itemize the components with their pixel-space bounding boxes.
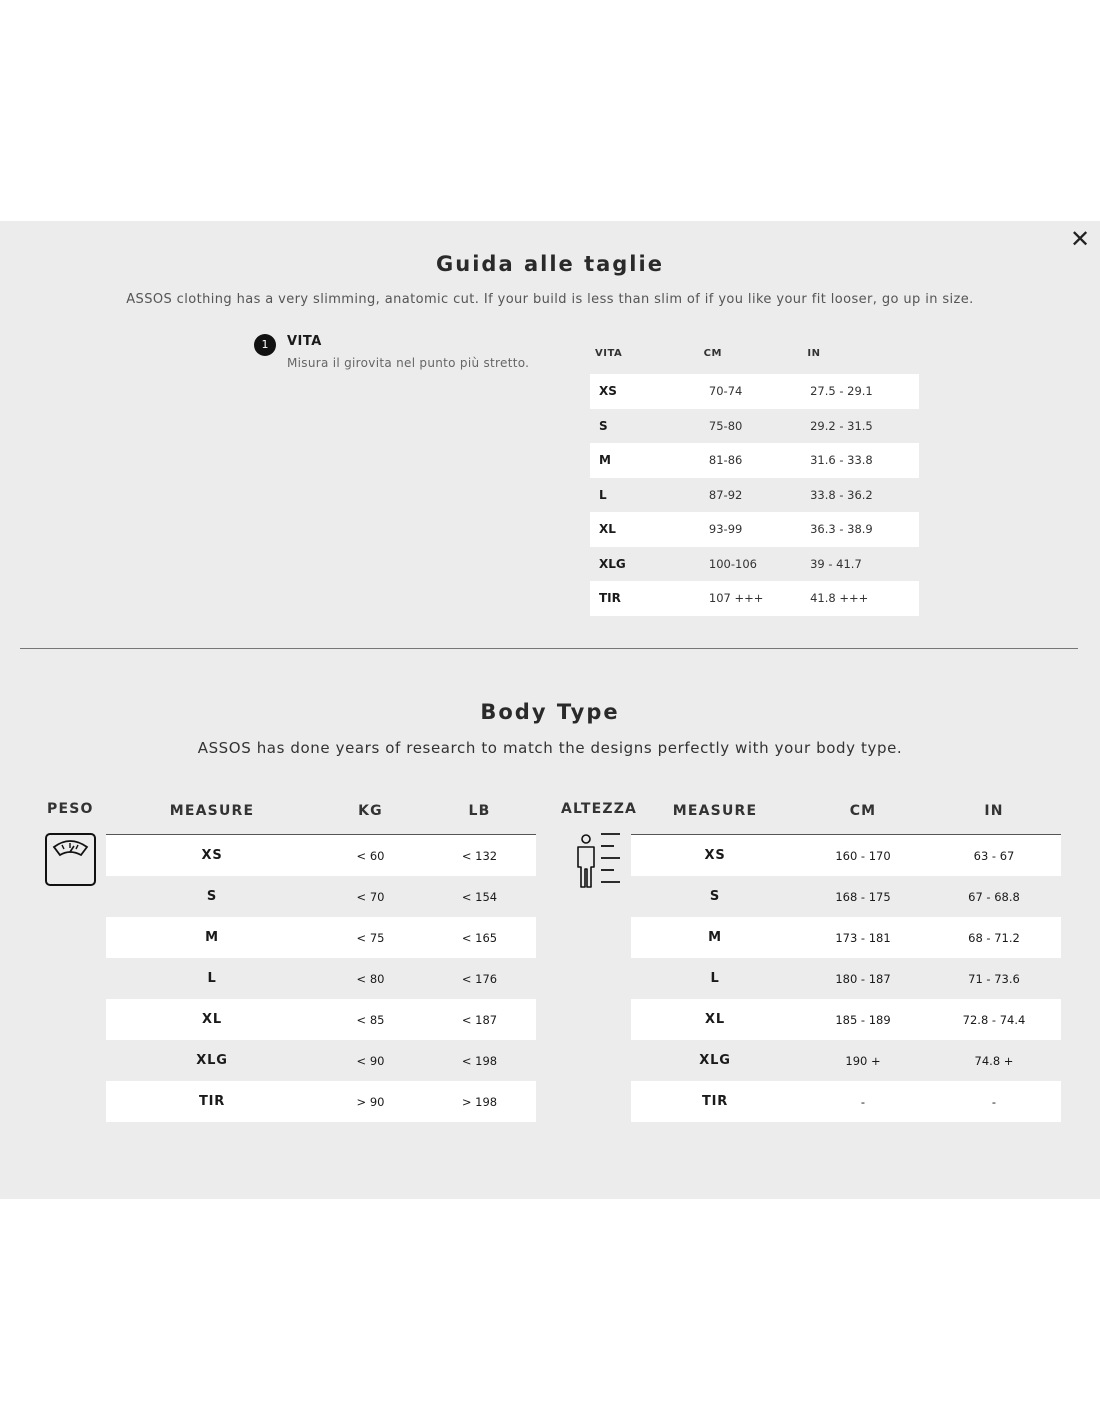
size-guide-modal [0,221,1100,1199]
table-row [590,443,919,478]
step-number-badge: 1 [254,334,276,356]
table-row [631,958,1061,999]
table-row [106,876,536,917]
height-size: M [708,930,722,945]
weight-size: XL [202,1012,222,1027]
waist-header-in: IN [807,348,821,359]
weight-size: L [207,971,217,986]
waist-cm: 93-99 [708,522,743,537]
height-in: 67 - 68.8 [968,889,1020,904]
height-in: 71 - 73.6 [968,971,1020,986]
weight-kg: < 80 [356,971,385,986]
height-in: 74.8 + [974,1053,1014,1068]
table-row [590,478,919,513]
waist-size-table [590,341,919,616]
weight-kg: < 75 [356,930,385,945]
waist-description: Misura il girovita nel punto più stretto. [287,356,530,370]
waist-size: TIR [599,591,621,606]
waist-size: L [599,487,607,502]
waist-size: XLG [599,556,626,571]
table-row [590,409,919,444]
height-size: XL [705,1012,725,1027]
weight-label: PESO [47,801,94,817]
scale-icon [45,833,97,887]
height-table-header [631,788,1061,835]
weight-kg: < 90 [356,1053,385,1068]
waist-cm: 75-80 [708,418,743,433]
waist-cm: 81-86 [708,453,743,468]
waist-size: S [599,418,608,433]
waist-in: 29.2 - 31.5 [810,418,873,433]
weight-size: XS [201,848,223,863]
height-size: TIR [701,1094,729,1109]
height-size-table [631,788,1061,1122]
weight-lb: < 198 [461,1053,498,1068]
waist-size: XS [599,384,617,399]
height-header-measure: MEASURE [672,803,758,819]
weight-lb: < 132 [461,848,498,863]
weight-lb: < 187 [461,1012,498,1027]
height-in: - [991,1094,997,1109]
body-type-title: Body Type [480,700,620,724]
table-row [106,1081,536,1122]
table-row [590,374,919,409]
waist-in: 36.3 - 38.9 [810,522,873,537]
height-cm: 173 - 181 [835,930,891,945]
size-guide-subtitle: ASSOS clothing has a very slimming, anatomic cut. If your build is less than slim of if you like your fit looser, go up in size. [126,292,974,307]
waist-in: 31.6 - 33.8 [810,453,873,468]
weight-kg: < 70 [356,889,385,904]
table-row [590,581,919,616]
waist-cm: 107 +++ [708,591,764,606]
waist-in: 41.8 +++ [810,591,869,606]
waist-cm: 87-92 [708,487,743,502]
body-type-subtitle: ASSOS has done years of research to match the designs perfectly with your body type. [197,739,903,757]
weight-header-measure: MEASURE [169,803,255,819]
height-in: 68 - 71.2 [968,930,1020,945]
table-row [631,1081,1061,1122]
table-row [106,835,536,876]
height-cm: 180 - 187 [835,971,891,986]
weight-header-kg: KG [358,803,383,819]
height-cm: 168 - 175 [835,889,891,904]
weight-lb: < 165 [461,930,498,945]
height-size: L [710,971,720,986]
weight-kg: < 85 [356,1012,385,1027]
table-row [106,917,536,958]
table-row [631,835,1061,876]
weight-size: M [205,930,219,945]
weight-size-table [106,788,536,1122]
table-row [631,876,1061,917]
weight-table-header [106,788,536,835]
height-cm: 190 + [845,1053,881,1068]
table-row [106,958,536,999]
close-button[interactable]: ✕ [1069,225,1091,253]
waist-cm: 70-74 [708,384,743,399]
table-row [631,1040,1061,1081]
table-row [590,547,919,582]
weight-lb: < 176 [461,971,498,986]
section-divider [20,648,1078,649]
height-header-in: IN [984,803,1004,819]
weight-lb: > 198 [461,1094,498,1109]
height-cm: - [860,1094,866,1109]
waist-size: XL [599,522,616,537]
table-row [106,999,536,1040]
waist-header-size: VITA [595,348,623,359]
height-size: XS [704,848,726,863]
weight-size: S [206,889,218,904]
waist-label: VITA [287,334,322,349]
height-size: XLG [699,1053,731,1068]
weight-kg: > 90 [356,1094,385,1109]
table-row [590,512,919,547]
height-label: ALTEZZA [561,801,638,817]
height-cm: 160 - 170 [835,848,891,863]
weight-size: XLG [196,1053,228,1068]
weight-lb: < 154 [461,889,498,904]
weight-kg: < 60 [356,848,385,863]
table-row [631,999,1061,1040]
waist-in: 27.5 - 29.1 [810,384,873,399]
weight-header-lb: LB [468,803,491,819]
table-row [631,917,1061,958]
waist-header-cm: CM [703,348,722,359]
waist-size: M [599,453,611,468]
waist-in: 39 - 41.7 [810,556,862,571]
weight-size: TIR [198,1094,226,1109]
height-in: 63 - 67 [973,848,1015,863]
height-in: 72.8 - 74.4 [962,1012,1026,1027]
table-row [106,1040,536,1081]
waist-table-header [590,341,919,374]
height-person-icon [574,831,624,891]
height-header-cm: CM [849,803,877,819]
waist-in: 33.8 - 36.2 [810,487,873,502]
height-size: S [709,889,721,904]
size-guide-title: Guida alle taglie [436,252,664,276]
height-cm: 185 - 189 [835,1012,891,1027]
waist-cm: 100-106 [708,556,757,571]
